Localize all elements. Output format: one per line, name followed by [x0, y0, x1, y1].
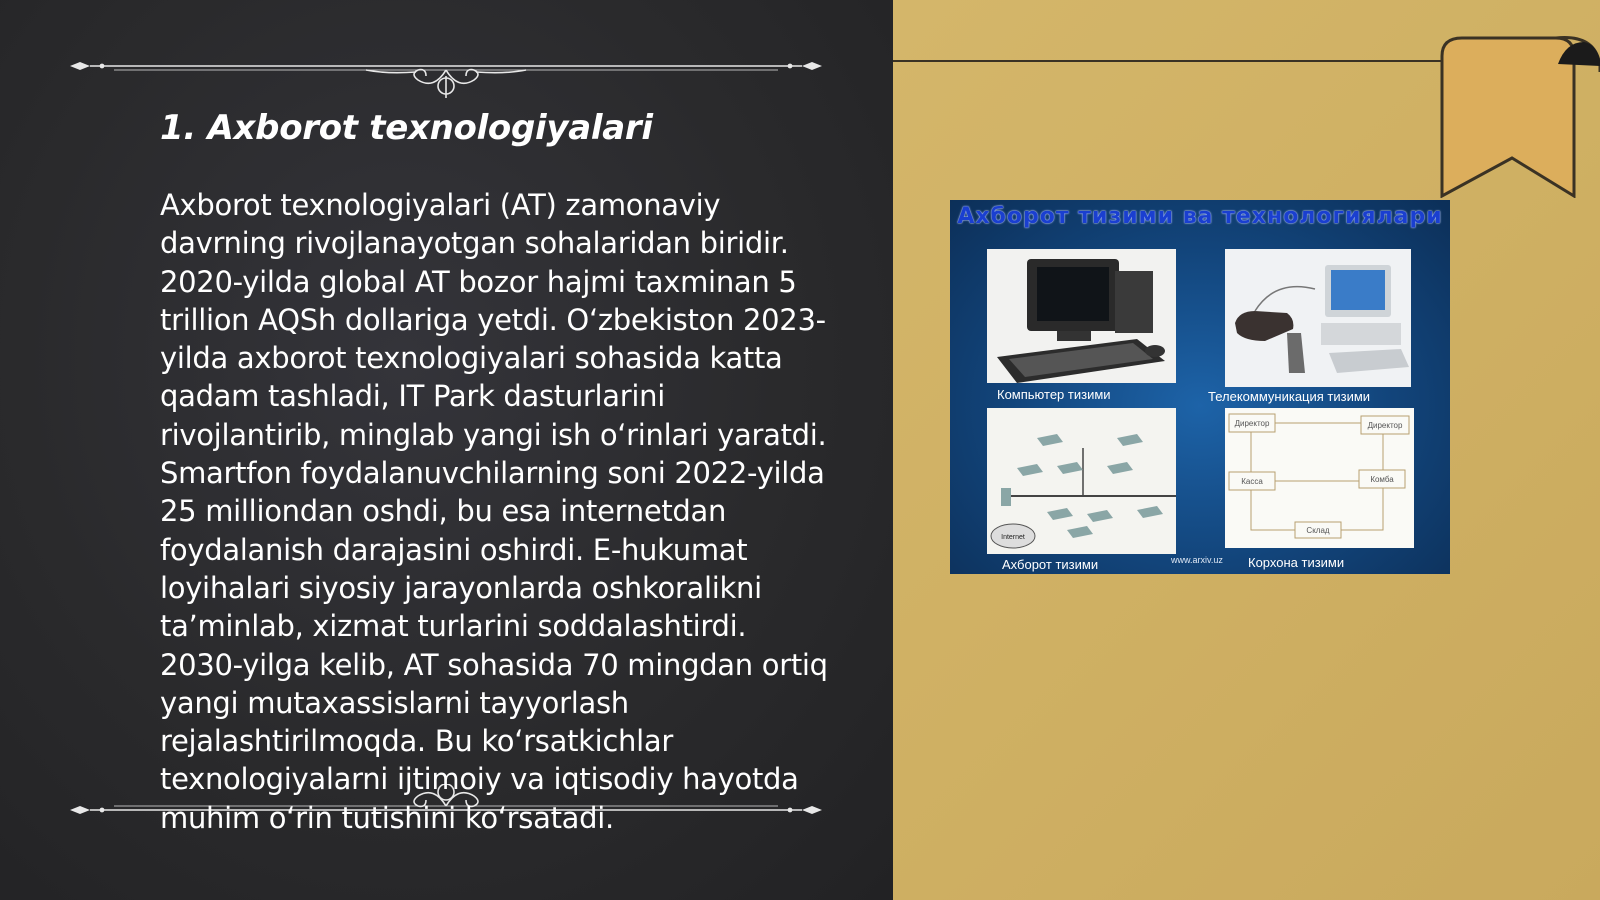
ornament-divider-icon: [66, 50, 826, 100]
caption-information-system: Ахборот тизими: [1002, 557, 1099, 572]
computer-icon: [987, 249, 1176, 383]
caption-computer-system: Компьютер тизими: [997, 387, 1111, 402]
information-system-picture: [987, 408, 1176, 554]
caption-enterprise-system: Корхона тизими: [1248, 555, 1345, 570]
enterprise-node-label: Комба: [1370, 475, 1394, 484]
slide-body-text: Axborot texnologiyalari (AT) zamonaviy davrning rivojlanayotgan sohalaridan biridir. 2020-yilda global AT bozor hajmi taxminan 5 trillion AQSh dollariga yetdi. O‘zbekiston 2023-yilda axborot texnologiyalari sohasida katta qadam tashladi, IT Park dasturlarini rivojlantirib, minglab yangi ish o‘rinlari yaratdi. Smartfon foydalanuvchilarning soni 2022-yilda 25 milliondan oshdi, bu esa internetdan foydalanish darajasini oshirdi. E-hukumat loyihalari siyosiy jarayonlarda oshkoralikni ta’minlab, xizmat turlarini soddalashtirdi. 2030-yilga kelib, AT sohasida 70 mingdan ortiq yangi mutaxassislarni tayyorlash rejalashtirilmoqda. Bu ko‘rsatkichlar texnologiyalarni ijtimoiy va iqtisodiy hayotda muhim o‘rin tutishini ko‘rsatadi.: [160, 188, 828, 835]
network-icon: [987, 408, 1176, 554]
caption-telecom-system: Телекоммуникация тизими: [1208, 389, 1371, 404]
slide-title: 1. Axborot texnologiyalari: [160, 108, 653, 148]
computer-system-picture: [987, 249, 1176, 383]
enterprise-node-label: Директор: [1367, 421, 1403, 430]
enterprise-node-label: Касса: [1241, 477, 1263, 486]
bookmark-ribbon-icon: [1436, 36, 1600, 198]
telephone-icon: [1225, 249, 1411, 387]
cloud-label: Internet: [1001, 534, 1025, 541]
information-systems-diagram: [950, 200, 1450, 574]
enterprise-node-label: Директор: [1234, 419, 1270, 428]
enterprise-system-picture: [1225, 408, 1414, 548]
telecom-system-picture: [1225, 249, 1411, 387]
enterprise-flow-diagram: [1225, 408, 1414, 548]
diagram-title: Ахборот тизими ва технологиялари: [957, 204, 1443, 229]
source-url: www.arxiv.uz: [1171, 555, 1223, 565]
enterprise-node-label: Склад: [1306, 526, 1330, 535]
cloud-icon: [991, 524, 1035, 548]
